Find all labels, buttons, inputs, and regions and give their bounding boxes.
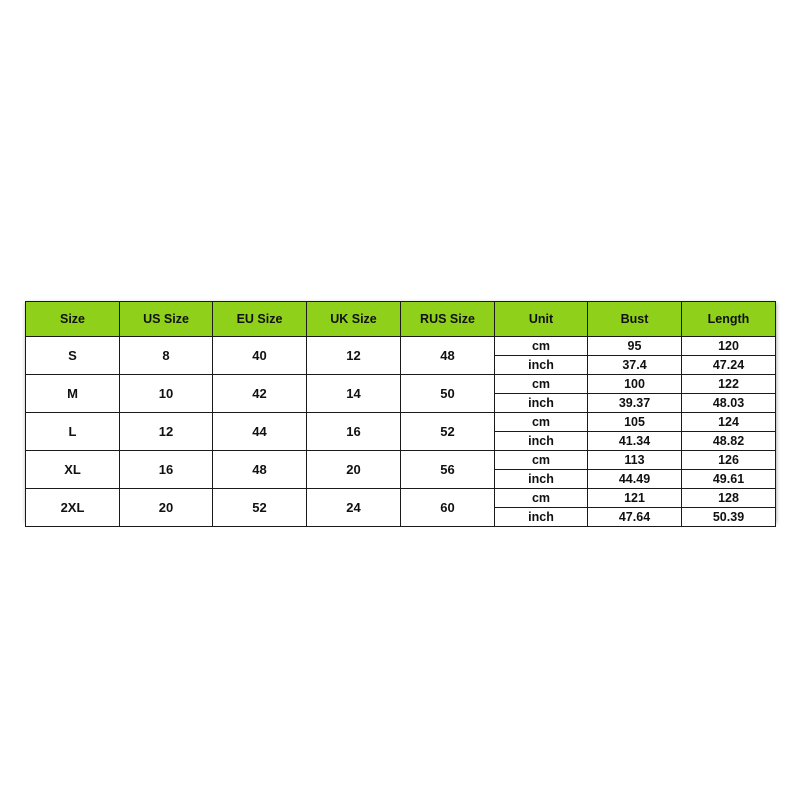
unit-cell: inch (495, 394, 588, 413)
table-row (26, 375, 776, 394)
header-unit: Unit (495, 302, 588, 337)
rus-size-cell: 50 (401, 375, 495, 413)
size-cell: 2XL (26, 489, 120, 527)
header-bust: Bust (588, 302, 682, 337)
rus-size-cell: 52 (401, 413, 495, 451)
bust-cell: 105 (588, 413, 682, 432)
eu-size-cell: 42 (213, 375, 307, 413)
bust-cell: 37.4 (588, 356, 682, 375)
unit-cell: cm (495, 375, 588, 394)
length-cell: 48.82 (682, 432, 776, 451)
table-row (26, 451, 776, 470)
size-cell: XL (26, 451, 120, 489)
unit-cell: cm (495, 337, 588, 356)
unit-cell: inch (495, 508, 588, 527)
header-eu-size: EU Size (213, 302, 307, 337)
bust-cell: 95 (588, 337, 682, 356)
bust-cell: 44.49 (588, 470, 682, 489)
length-cell: 128 (682, 489, 776, 508)
bust-cell: 47.64 (588, 508, 682, 527)
table-row (26, 337, 776, 356)
rus-size-cell: 56 (401, 451, 495, 489)
us-size-cell: 16 (120, 451, 213, 489)
us-size-cell: 10 (120, 375, 213, 413)
unit-cell: inch (495, 432, 588, 451)
bust-cell: 39.37 (588, 394, 682, 413)
uk-size-cell: 20 (307, 451, 401, 489)
eu-size-cell: 48 (213, 451, 307, 489)
length-cell: 120 (682, 337, 776, 356)
rus-size-cell: 48 (401, 337, 495, 375)
size-chart-frame (25, 301, 775, 524)
table-header (26, 302, 776, 337)
length-cell: 48.03 (682, 394, 776, 413)
header-row (26, 302, 776, 337)
us-size-cell: 12 (120, 413, 213, 451)
size-cell: L (26, 413, 120, 451)
table-row (26, 413, 776, 432)
bust-cell: 100 (588, 375, 682, 394)
size-cell: S (26, 337, 120, 375)
length-cell: 126 (682, 451, 776, 470)
length-cell: 47.24 (682, 356, 776, 375)
unit-cell: inch (495, 356, 588, 375)
length-cell: 122 (682, 375, 776, 394)
uk-size-cell: 14 (307, 375, 401, 413)
length-cell: 124 (682, 413, 776, 432)
bust-cell: 41.34 (588, 432, 682, 451)
uk-size-cell: 24 (307, 489, 401, 527)
header-length: Length (682, 302, 776, 337)
uk-size-cell: 12 (307, 337, 401, 375)
us-size-cell: 8 (120, 337, 213, 375)
length-cell: 50.39 (682, 508, 776, 527)
bust-cell: 113 (588, 451, 682, 470)
unit-cell: cm (495, 489, 588, 508)
eu-size-cell: 44 (213, 413, 307, 451)
header-rus-size: RUS Size (401, 302, 495, 337)
eu-size-cell: 40 (213, 337, 307, 375)
eu-size-cell: 52 (213, 489, 307, 527)
unit-cell: cm (495, 451, 588, 470)
table-row (26, 489, 776, 508)
unit-cell: cm (495, 413, 588, 432)
header-uk-size: UK Size (307, 302, 401, 337)
header-size: Size (26, 302, 120, 337)
rus-size-cell: 60 (401, 489, 495, 527)
length-cell: 49.61 (682, 470, 776, 489)
uk-size-cell: 16 (307, 413, 401, 451)
size-cell: M (26, 375, 120, 413)
unit-cell: inch (495, 470, 588, 489)
bust-cell: 121 (588, 489, 682, 508)
header-us-size: US Size (120, 302, 213, 337)
size-chart-table (25, 301, 776, 527)
us-size-cell: 20 (120, 489, 213, 527)
table-body (26, 337, 776, 527)
